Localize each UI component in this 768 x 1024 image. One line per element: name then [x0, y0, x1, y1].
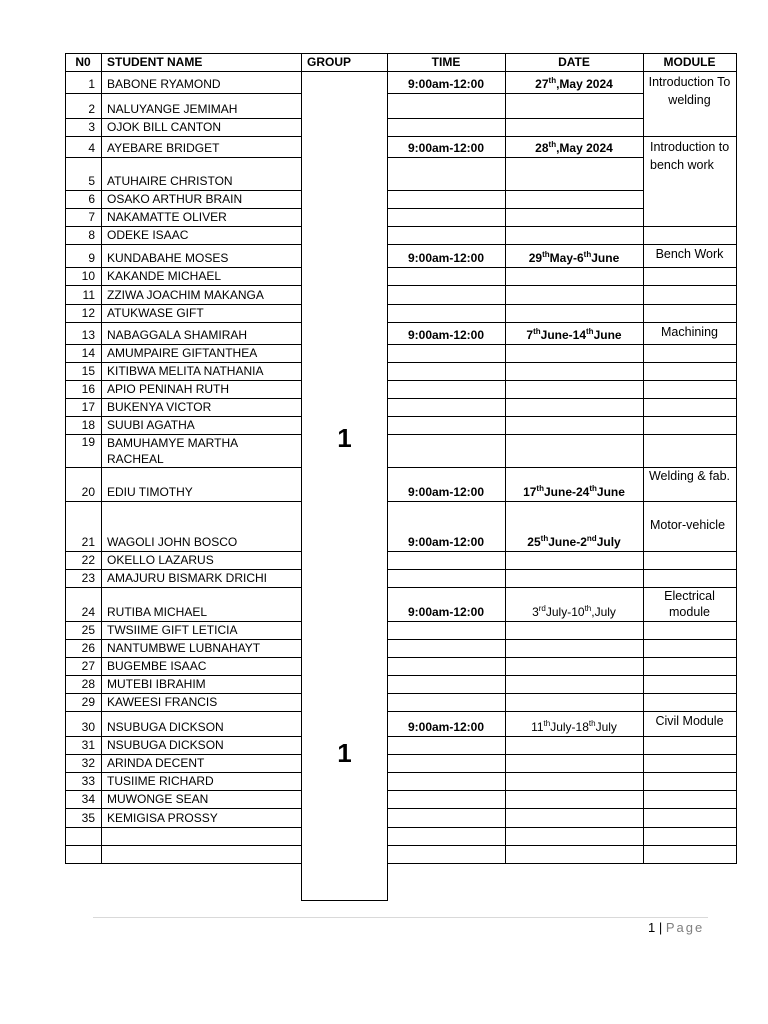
- grid-hline-module: [643, 285, 737, 286]
- grid-hline-module: [643, 639, 737, 640]
- student-name: NABAGGALA SHAMIRAH: [107, 328, 248, 342]
- row-number: 3: [88, 120, 95, 134]
- date-text: July-10: [545, 605, 585, 619]
- date-text: July-18: [550, 720, 589, 734]
- date-text: 17: [523, 485, 537, 499]
- student-name: AMAJURU BISMARK DRICHI: [107, 571, 268, 585]
- student-name: BUGEMBE ISAAC: [107, 659, 207, 673]
- student-name: NANTUMBWE LUBNAHAYT: [107, 641, 261, 655]
- grid-hline-module: [643, 754, 737, 755]
- grid-hline-module: [643, 693, 737, 694]
- grid-hline-middle: [387, 827, 644, 828]
- student-name: KAKANDE MICHAEL: [107, 269, 222, 283]
- module-name: Motor-vehicle: [650, 518, 726, 532]
- session-date: [505, 485, 643, 499]
- date-ordinal-suffix: rd: [538, 604, 546, 613]
- date-text: June: [591, 251, 620, 265]
- student-name: OKELLO LAZARUS: [107, 553, 214, 567]
- header-time: TIME: [431, 55, 461, 69]
- grid-hline-module: [643, 304, 737, 305]
- session-date: [505, 141, 643, 155]
- grid-vline-date: [643, 53, 644, 864]
- row-number: 22: [81, 553, 95, 567]
- session-time: 9:00am-12:00: [407, 535, 485, 549]
- grid-hline-middle: [387, 244, 644, 245]
- grid-hline-middle: [387, 398, 644, 399]
- grid-hline-module: [643, 863, 737, 864]
- page-label: Page: [665, 920, 705, 935]
- grid-hline-middle: [387, 362, 644, 363]
- grid-hline-middle: [387, 808, 644, 809]
- student-name: WAGOLI JOHN BOSCO: [107, 535, 238, 549]
- student-name: AMUMPAIRE GIFTANTHEA: [107, 346, 258, 360]
- row-number: 10: [81, 269, 95, 283]
- grid-hline-middle: [387, 118, 644, 119]
- grid-hline-middle: [387, 736, 644, 737]
- row-number: 32: [81, 756, 95, 770]
- session-time: 9:00am-12:00: [407, 485, 485, 499]
- grid-hline: [65, 71, 737, 72]
- row-number: 17: [81, 400, 95, 414]
- date-ordinal-suffix: nd: [586, 534, 597, 543]
- header-student-name: STUDENT NAME: [107, 55, 203, 69]
- grid-hline-middle: [387, 790, 644, 791]
- grid-hline-module: [643, 808, 737, 809]
- grid-hline-middle: [387, 639, 644, 640]
- date-ordinal-suffix: th: [533, 327, 541, 336]
- grid-hline-module: [643, 362, 737, 363]
- row-number: 30: [81, 720, 95, 734]
- student-name: BAMUHAMYE MARTHA RACHEAL: [107, 436, 238, 466]
- student-name: MUWONGE SEAN: [107, 792, 209, 806]
- session-time: 9:00am-12:00: [407, 141, 485, 155]
- grid-hline-module: [643, 657, 737, 658]
- grid-hline-module: [643, 827, 737, 828]
- grid-hline-module: [643, 501, 737, 502]
- row-number: 33: [81, 774, 95, 788]
- row-number: 12: [81, 306, 95, 320]
- date-text: June-2: [548, 535, 587, 549]
- date-text: June-24: [543, 485, 590, 499]
- grid-hline-module: [643, 569, 737, 570]
- grid-vline-left: [65, 53, 66, 864]
- grid-hline-module: [643, 736, 737, 737]
- date-ordinal-suffix: th: [589, 484, 597, 493]
- date-ordinal-suffix: th: [548, 140, 557, 149]
- date-text: ,July: [591, 605, 616, 619]
- page-separator: |: [658, 920, 663, 935]
- date-ordinal-suffix: th: [584, 604, 592, 613]
- grid-hline-module: [643, 398, 737, 399]
- student-name: KUNDABAHE MOSES: [107, 251, 229, 265]
- row-number: 35: [81, 811, 95, 825]
- session-time: 9:00am-12:00: [407, 251, 485, 265]
- date-text: 25: [527, 535, 541, 549]
- grid-hline-middle: [387, 208, 644, 209]
- date-ordinal-suffix: th: [548, 76, 557, 85]
- student-name: KAWEESI FRANCIS: [107, 695, 218, 709]
- student-name: BUKENYA VICTOR: [107, 400, 212, 414]
- student-name: TWSIIME GIFT LETICIA: [107, 623, 238, 637]
- date-text: 28: [535, 141, 549, 155]
- grid-hline-middle: [387, 434, 644, 435]
- row-number: 5: [88, 174, 95, 188]
- grid-hline-module: [643, 136, 737, 137]
- module-name: Introduction To welding: [648, 75, 731, 107]
- grid-hline-middle: [387, 772, 644, 773]
- date-ordinal-suffix: th: [542, 250, 550, 259]
- row-number: 6: [88, 192, 95, 206]
- date-text: 3: [532, 605, 539, 619]
- grid-hline-middle: [387, 569, 644, 570]
- grid-hline-module: [643, 322, 737, 323]
- grid-hline-middle: [387, 322, 644, 323]
- session-time: 9:00am-12:00: [407, 328, 485, 342]
- grid-hline-middle: [387, 675, 644, 676]
- student-name: KEMIGISA PROSSY: [107, 811, 218, 825]
- student-name: ODEKE ISAAC: [107, 228, 189, 242]
- date-text: ,May 2024: [556, 141, 613, 155]
- grid-vline-no: [101, 53, 102, 864]
- grid-hline-middle: [387, 157, 644, 158]
- grid-hline-module: [643, 675, 737, 676]
- row-number: 11: [82, 288, 95, 302]
- grid-hline-module: [643, 244, 737, 245]
- row-number: 24: [81, 605, 95, 619]
- row-number: 9: [88, 251, 95, 265]
- session-date: [505, 328, 643, 342]
- row-number: 26: [81, 641, 95, 655]
- student-name: NALUYANGE JEMIMAH: [107, 102, 238, 116]
- date-text: June: [593, 328, 622, 342]
- grid-hline: [65, 53, 737, 54]
- row-number: 23: [81, 571, 95, 585]
- group-label-bottom: 1: [337, 738, 352, 768]
- row-number: 18: [81, 418, 95, 432]
- row-number: 31: [81, 738, 95, 752]
- grid-hline-middle: [387, 304, 644, 305]
- grid-hline-module: [643, 226, 737, 227]
- grid-hline-module: [643, 711, 737, 712]
- grid-hline-module: [643, 551, 737, 552]
- date-ordinal-suffix: th: [536, 484, 544, 493]
- student-name: ARINDA DECENT: [107, 756, 205, 770]
- student-name: EDIU TIMOTHY: [107, 485, 193, 499]
- grid-hline-middle: [387, 344, 644, 345]
- grid-hline-module: [643, 344, 737, 345]
- grid-hline-middle: [387, 587, 644, 588]
- date-text: July: [595, 720, 617, 734]
- header-date: DATE: [558, 55, 590, 69]
- session-time: 9:00am-12:00: [407, 77, 485, 91]
- date-text: July: [596, 535, 621, 549]
- row-number: 29: [81, 695, 95, 709]
- grid-hline-middle: [387, 711, 644, 712]
- grid-hline-module: [643, 790, 737, 791]
- module-name: Introduction to bench work: [650, 140, 730, 172]
- session-date: [505, 605, 643, 619]
- row-number: 7: [88, 210, 95, 224]
- student-name: OJOK BILL CANTON: [107, 120, 222, 134]
- row-number: 20: [81, 485, 95, 499]
- grid-hline-module: [643, 434, 737, 435]
- student-name: SUUBI AGATHA: [107, 418, 195, 432]
- grid-hline-middle: [387, 845, 644, 846]
- date-text: June: [596, 485, 625, 499]
- grid-hline-middle: [387, 93, 644, 94]
- row-number: 27: [81, 659, 95, 673]
- grid-hline-module: [643, 845, 737, 846]
- row-number: 16: [81, 382, 95, 396]
- module-name: Electrical module: [664, 589, 715, 619]
- session-time: 9:00am-12:00: [407, 720, 485, 734]
- module-name: Welding & fab.: [648, 469, 731, 483]
- group-bottom-line: [301, 900, 388, 901]
- student-name: APIO PENINAH RUTH: [107, 382, 230, 396]
- session-time: 9:00am-12:00: [407, 605, 485, 619]
- grid-hline-module: [643, 267, 737, 268]
- grid-hline-middle: [387, 267, 644, 268]
- date-text: May-6: [549, 251, 584, 265]
- grid-hline-module: [643, 772, 737, 773]
- grid-hline-middle: [387, 190, 644, 191]
- student-name: ATUKWASE GIFT: [107, 306, 204, 320]
- row-number: 4: [88, 141, 95, 155]
- student-name: NSUBUGA DICKSON: [107, 720, 224, 734]
- page-footer: [648, 920, 704, 935]
- student-name: NSUBUGA DICKSON: [107, 738, 224, 752]
- grid-vline-name: [301, 53, 302, 901]
- session-date: [505, 720, 643, 734]
- student-name: AYEBARE BRIDGET: [107, 141, 220, 155]
- footer-rule: [93, 917, 708, 918]
- session-date: [505, 535, 643, 549]
- grid-hline-middle: [387, 863, 644, 864]
- page-number: 1: [648, 920, 656, 935]
- student-name: TUSIIME RICHARD: [107, 774, 214, 788]
- date-text: 29: [528, 251, 543, 265]
- grid-hline-middle: [387, 285, 644, 286]
- grid-hline-module: [643, 621, 737, 622]
- date-text: 27: [535, 77, 549, 91]
- grid-vline-right: [736, 53, 737, 864]
- row-number: 14: [81, 346, 95, 360]
- student-name: OSAKO ARTHUR BRAIN: [107, 192, 243, 206]
- date-text: 7: [526, 328, 534, 342]
- student-name: KITIBWA MELITA NATHANIA: [107, 364, 264, 378]
- header-module: MODULE: [663, 55, 716, 69]
- row-number: 13: [81, 328, 95, 342]
- grid-hline-middle: [387, 226, 644, 227]
- row-number: 15: [81, 364, 95, 378]
- student-name: NAKAMATTE OLIVER: [107, 210, 227, 224]
- grid-hline-module: [643, 416, 737, 417]
- grid-hline-middle: [387, 693, 644, 694]
- student-name: MUTEBI IBRAHIM: [107, 677, 206, 691]
- module-name: Machining: [661, 325, 718, 339]
- row-number: 28: [81, 677, 95, 691]
- module-name: Bench Work: [655, 247, 724, 261]
- session-date: [505, 251, 643, 265]
- grid-hline-middle: [387, 136, 644, 137]
- grid-hline-module: [643, 380, 737, 381]
- grid-vline-group: [387, 53, 388, 901]
- group-label-top: 1: [337, 423, 352, 453]
- header-group: GROUP: [307, 55, 352, 69]
- date-ordinal-suffix: th: [588, 719, 596, 728]
- grid-hline-middle: [387, 621, 644, 622]
- date-text: 11: [531, 720, 544, 734]
- student-name: BABONE RYAMOND: [107, 77, 221, 91]
- date-ordinal-suffix: th: [586, 327, 594, 336]
- row-number: 21: [81, 535, 95, 549]
- grid-hline-middle: [387, 501, 644, 502]
- grid-hline-middle: [387, 380, 644, 381]
- date-text: ,May 2024: [556, 77, 613, 91]
- student-name: ATUHAIRE CHRISTON: [107, 174, 233, 188]
- row-number: 19: [81, 435, 95, 449]
- grid-hline-middle: [387, 467, 644, 468]
- row-number: 34: [81, 792, 95, 806]
- row-number: 8: [88, 228, 95, 242]
- row-number: 1: [88, 77, 95, 91]
- grid-hline-middle: [387, 416, 644, 417]
- date-ordinal-suffix: th: [583, 250, 592, 259]
- date-text: June-14: [540, 328, 587, 342]
- student-name: ZZIWA JOACHIM MAKANGA: [107, 288, 264, 302]
- date-ordinal-suffix: th: [540, 534, 549, 543]
- student-name: RUTIBA MICHAEL: [107, 605, 208, 619]
- row-number: 2: [88, 102, 95, 116]
- session-date: [505, 77, 643, 91]
- grid-vline-time: [505, 53, 506, 864]
- row-number: 25: [81, 623, 95, 637]
- grid-hline-middle: [387, 754, 644, 755]
- module-name: Civil Module: [655, 714, 724, 728]
- grid-hline-middle: [387, 551, 644, 552]
- header-no: N0: [75, 55, 91, 69]
- grid-hline-middle: [387, 657, 644, 658]
- date-ordinal-suffix: th: [543, 719, 551, 728]
